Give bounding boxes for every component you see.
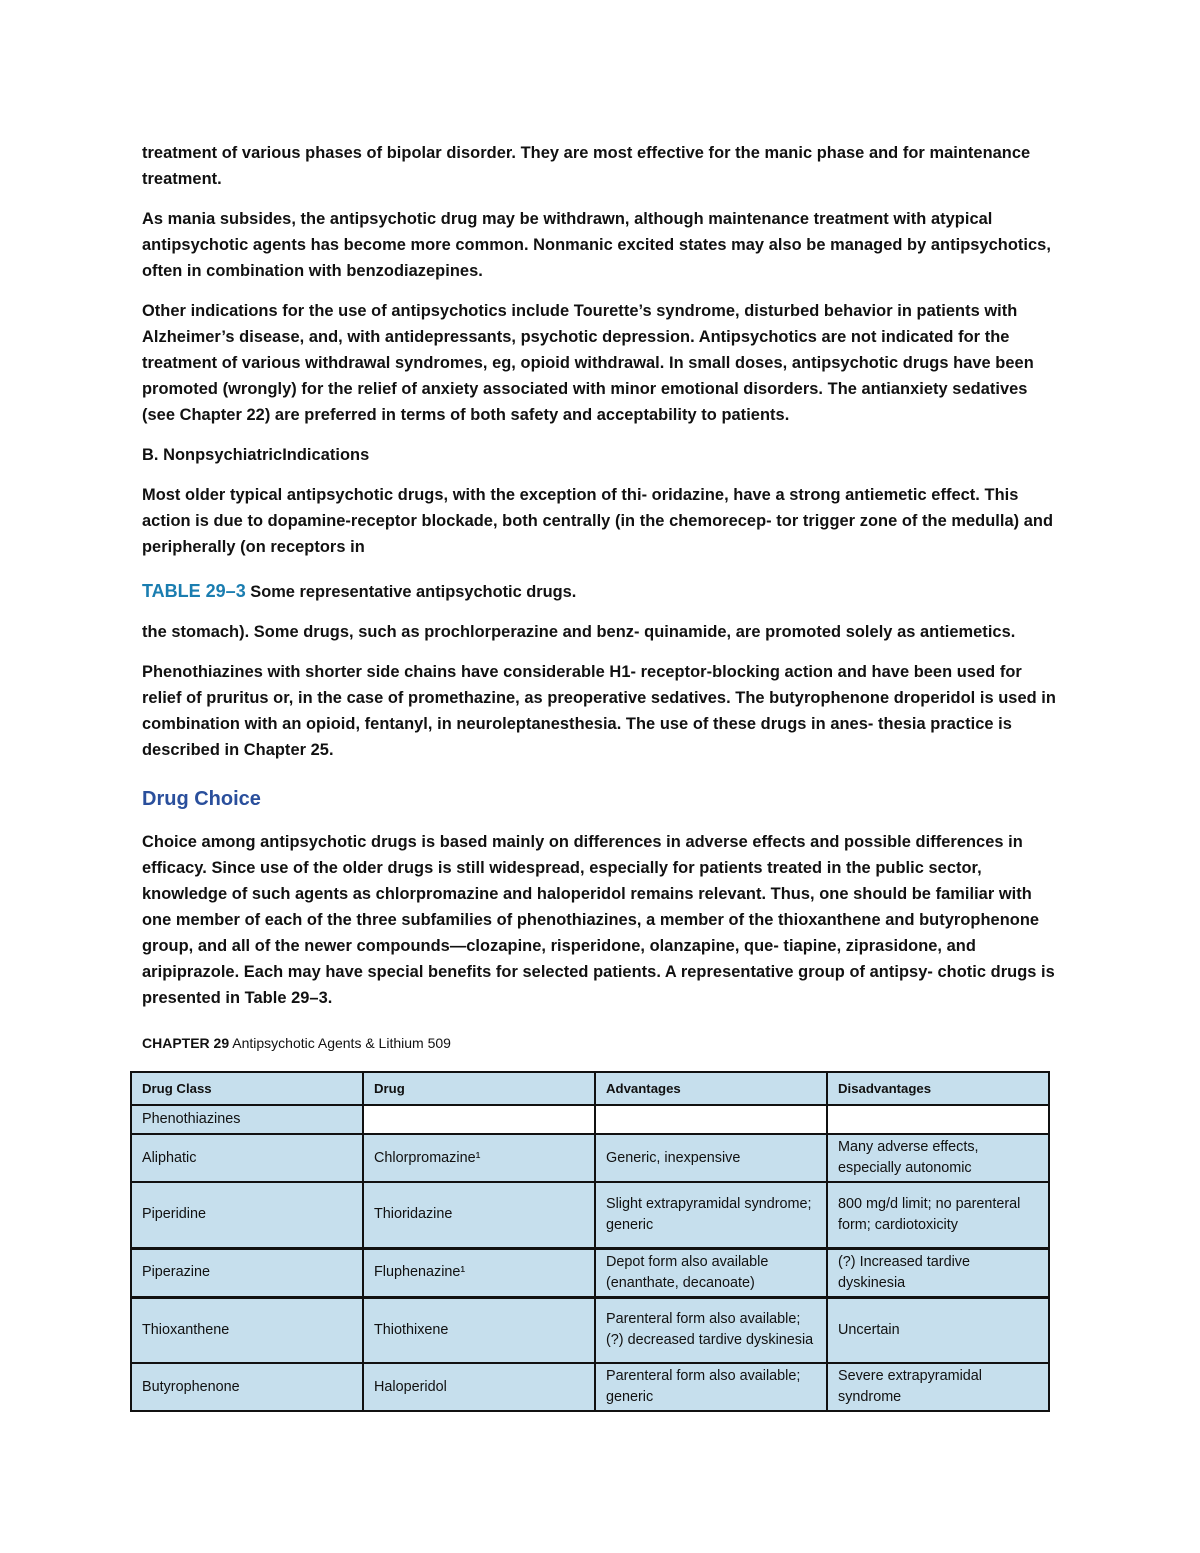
paragraph-stomach: the stomach). Some drugs, such as prochlorperazine and benz- quinamide, are promoted solely as antiemetics. [142, 623, 1016, 641]
paragraph-mania: As mania subsides, the antipsychotic drug may be withdrawn, although maintenance treatment with atypical antipsychotic agents has become more common. Nonmanic excited states may also be managed by antipsychotics, often in combination with benzodiazepines. [142, 210, 1051, 280]
paragraph-bipolar: treatment of various phases of bipolar disorder. They are most effective for the manic phase and for maintenance treatment. [142, 144, 1031, 188]
table-row [131, 1182, 1049, 1248]
antipsychotic-drugs-table [130, 1071, 1050, 1412]
header-advantages: Advantages [595, 1072, 827, 1105]
paragraph-drug-choice: Choice among antipsychotic drugs is based mainly on differences in adverse effects and possible differences in efficacy. Since use of the older drugs is still widespread, especially for patients treated in the public sector, knowledge of such agents as chlorpromazine and haloperidol remains relevant. Thus, one should be familiar with one member of each of the three subfamilies of phenothiazines, a member of the thioxanthene and butyrophenone group, and all of the newer compounds—clozapine, risperidone, olanzapine, que- tiapine, ziprasidone, and aripiprazole. Each may have special benefits for selected patients. A representative group of antipsy- chotic drugs is presented in Table 29–3. [142, 833, 1055, 1007]
cell-disadvantages: (?) Increased tardive dyskinesia [827, 1248, 1049, 1297]
table-row [131, 1248, 1049, 1297]
cell-drug: Haloperidol [363, 1363, 595, 1411]
table-caption-text: Some representative antipsychotic drugs. [245, 583, 577, 601]
table-caption [142, 578, 1060, 605]
header-disadvantages: Disadvantages [827, 1072, 1049, 1105]
table-row [131, 1363, 1049, 1411]
chapter-number: CHAPTER 29 [142, 1035, 230, 1051]
paragraph-nonpsychiatric: Most older typical antipsychotic drugs, with the exception of thi- oridazine, have a strong antiemetic effect. This action is due to dopamine-receptor blockade, both centrally (in the chemorecep- tor trigger zone of the medulla) and peripherally (on receptors in [142, 486, 1054, 556]
cell-advantages: Parenteral form also available; generic [595, 1363, 827, 1411]
cell-drug-class: Thioxanthene [131, 1297, 363, 1363]
cell-drug-class: Butyrophenone [131, 1363, 363, 1411]
table-row [131, 1105, 1049, 1134]
cell-drug-class: Piperazine [131, 1248, 363, 1297]
cell-disadvantages: Severe extrapyramidal syndrome [827, 1363, 1049, 1411]
header-drug-class: Drug Class [131, 1072, 363, 1105]
cell-disadvantages: Many adverse effects, especially autonomic [827, 1134, 1049, 1182]
paragraph-other-indications: Other indications for the use of antipsychotics include Tourette’s syndrome, disturbed behavior in patients with Alzheimer’s disease, and, with antidepressants, psychotic depression. Antipsychotics are not indicated for the treatment of various withdrawal syndromes, eg, opioid withdrawal. In small doses, antipsychotic drugs have been promoted (wrongly) for the relief of anxiety associated with minor emotional disorders. The antianxiety sedatives (see Chapter 22) are preferred in terms of both safety and acceptability to patients. [142, 302, 1034, 424]
table-label: TABLE 29–3 [142, 581, 246, 601]
cell-drug: Thioridazine [363, 1182, 595, 1248]
section-heading-drug-choice: Drug Choice [142, 788, 261, 810]
header-drug: Drug [363, 1072, 595, 1105]
cell-drug-class: Phenothiazines [131, 1105, 363, 1134]
cell-drug: Chlorpromazine¹ [363, 1134, 595, 1182]
table-row [131, 1297, 1049, 1363]
cell-drug-class: Aliphatic [131, 1134, 363, 1182]
cell-disadvantages [827, 1105, 1049, 1134]
paragraph-phenothiazines: Phenothiazines with shorter side chains have considerable H1- receptor-blocking action and have been used for relief of pruritus or, in the case of promethazine, as preoperative sedatives. The butyrophenone droperidol is used in combination with an opioid, fentanyl, in neuroleptanesthesia. The use of these drugs in anes- thesia practice is described in Chapter 25. [142, 663, 1056, 759]
chapter-title: Antipsychotic Agents & Lithium 509 [229, 1035, 451, 1051]
cell-disadvantages: Uncertain [827, 1297, 1049, 1363]
table-row [131, 1134, 1049, 1182]
cell-advantages: Parenteral form also available; (?) decreased tardive dyskinesia [595, 1297, 827, 1363]
chapter-footer-line [142, 1033, 1060, 1053]
cell-advantages: Generic, inexpensive [595, 1134, 827, 1182]
table-header-row [131, 1072, 1049, 1105]
subheading-nonpsychiatric: B. NonpsychiatricIndications [142, 446, 370, 464]
cell-advantages: Depot form also available (enanthate, decanoate) [595, 1248, 827, 1297]
cell-drug: Fluphenazine¹ [363, 1248, 595, 1297]
cell-drug: Thiothixene [363, 1297, 595, 1363]
cell-disadvantages: 800 mg/d limit; no parenteral form; cardiotoxicity [827, 1182, 1049, 1248]
cell-advantages: Slight extrapyramidal syndrome; generic [595, 1182, 827, 1248]
cell-advantages [595, 1105, 827, 1134]
cell-drug-class: Piperidine [131, 1182, 363, 1248]
cell-drug [363, 1105, 595, 1134]
